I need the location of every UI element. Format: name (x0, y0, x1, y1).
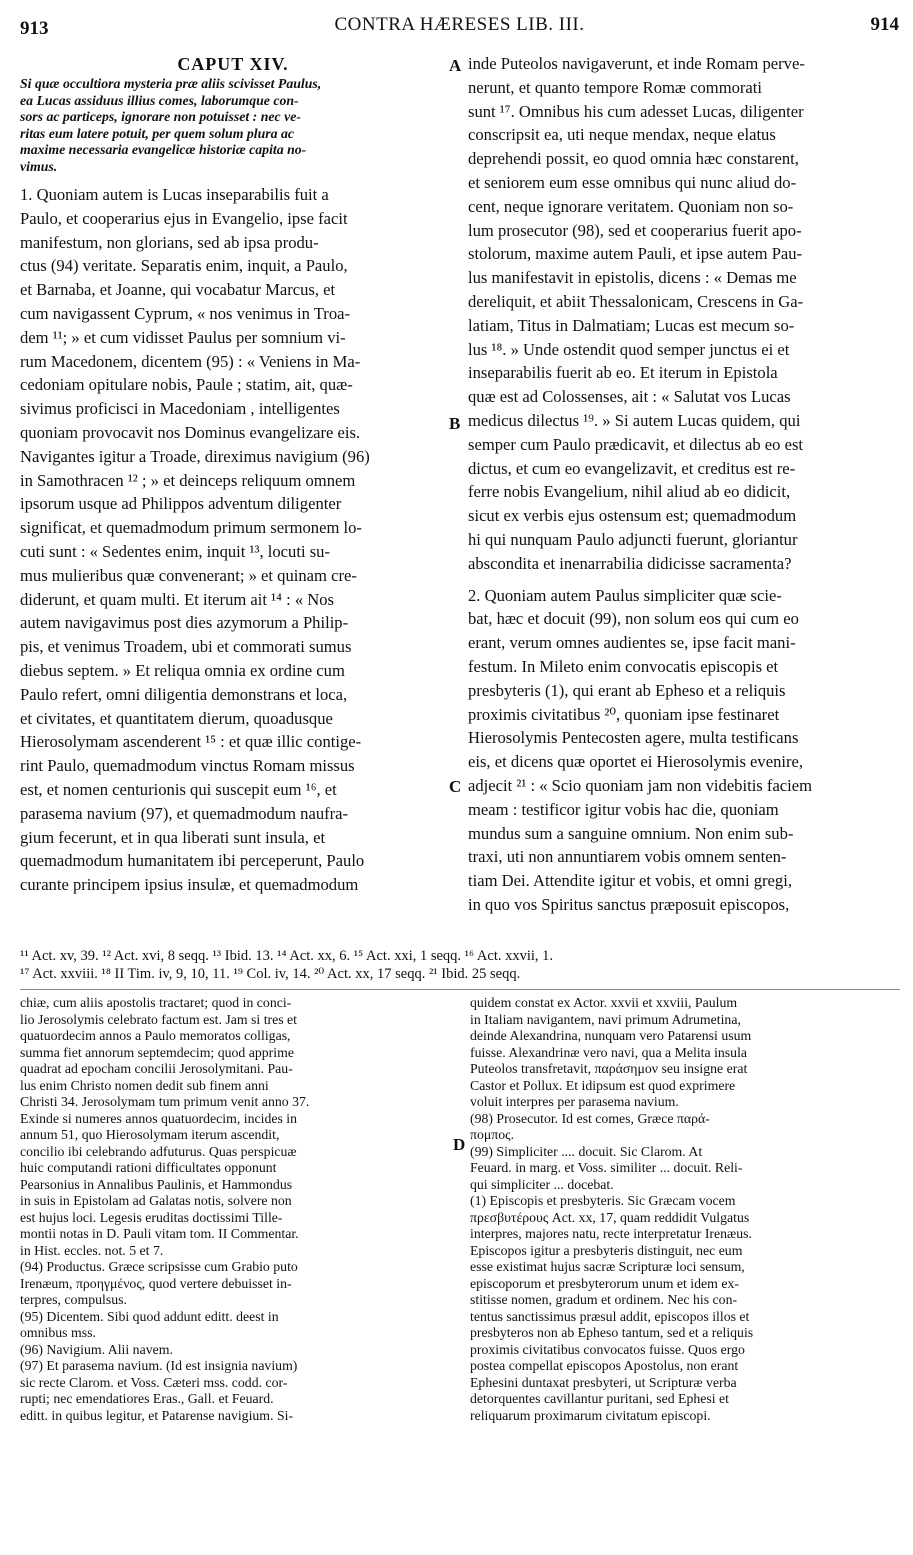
body-line: festum. In Mileto enim convocatis episcopis et (468, 656, 779, 676)
note-line: est hujus loci. Legesis eruditas doctissimi Tille- (20, 1209, 283, 1225)
note-line: rupti; nec emendatiores Eras., Gall. et Feuard. (20, 1391, 274, 1406)
body-line: hi qui nunquam Paulo adjuncti fuerunt, gloriantur (468, 529, 798, 549)
note-line: editt. in quibus legitur, et Patarense navigium. Si- (20, 1407, 294, 1423)
body-line: cedoniam opitulare nobis, Paule ; statim, ait, quæ- (20, 375, 353, 395)
body-line: rint Paulo, quemadmodum vinctus Romam missus (20, 756, 355, 776)
body-line: rum Macedonem, dicentem (95) : « Veniens in Ma- (20, 351, 361, 371)
body-line: deprehendi possit, eo quod omnia hæc constarent, (468, 149, 799, 169)
note-line: Irenæum, προηγμένος, quod vertere debuisset in- (20, 1275, 292, 1291)
running-title: CONTRA HÆRESES LIB. III. (334, 14, 585, 35)
note-line: Ephesini duntaxat presbyteri, ut Scripturæ verba (470, 1374, 737, 1390)
note-line: summa fiet annorum septemdecim; quod apprime (20, 1044, 294, 1060)
body-line: est, et nomen centurionis qui suscepit eum ¹⁶, et (20, 779, 337, 799)
body-line: autem navigavimus post dies azymorum a Philip- (20, 613, 349, 633)
margin-letter-c: C (449, 777, 462, 796)
body-line: significat, et quemadmodum primum sermonem lo- (20, 518, 362, 538)
divider-rule (20, 989, 900, 990)
note-line: sic recte Clarom. et Voss. Cæteri mss. codd. cor- (20, 1374, 288, 1390)
body-line: quemadmodum humanitatem ibi perceperunt, Paulo (20, 851, 365, 871)
chapter-title: CAPUT XIV. (177, 54, 289, 74)
note-line: episcoporum et presbyterorum unum et idem ex- (470, 1275, 739, 1291)
body-line: mundus sum a sanguine omnium. Non enim sub- (468, 823, 794, 843)
summary-line: ea Lucas assiduus illius comes, laborumque con- (20, 92, 299, 108)
note-line: (99) Simpliciter .... docuit. Sic Clarom. At (470, 1143, 703, 1159)
note-line: (95) Dicentem. Sibi quod addunt editt. deest in (20, 1308, 279, 1324)
note-line: lus enim Christo nomen dedit sub finem anni (20, 1077, 269, 1093)
body-line: curante principem ipsius insulæ, et quemadmodum (20, 875, 359, 895)
note-line: stitisse nomen, gradum et ordinem. Nec his con- (470, 1292, 738, 1307)
body-line: latiam, Titus in Dalmatiam; Lucas est mecum so- (468, 315, 795, 335)
body-line: Hierosolymis Pentecosten agere, multa testificans (468, 728, 799, 748)
note-line: Puteolos transfretavit, παράσημον seu insigne erat (470, 1061, 748, 1076)
body-line: ferre nobis Evangelium, nihil aliud ab eo didicit, (468, 482, 791, 502)
body-line: parasema navium (97), et quemadmodum naufra- (20, 803, 349, 823)
note-line: proximis civitatibus convocatos fuisse. Quos ergo (470, 1341, 745, 1357)
body-line: stolorum, maxime autem Pauli, et ipse autem Pau- (468, 244, 803, 264)
note-line: quadrat ad epocham concilii Jerosolymitani. Pau- (20, 1061, 293, 1076)
note-line: omnibus mss. (20, 1325, 96, 1340)
note-line: in Hist. eccles. not. 5 et 7. (20, 1242, 164, 1258)
scripture-references (20, 947, 900, 983)
notes-right-text (470, 995, 895, 1424)
note-line: terpres, compulsus. (20, 1292, 127, 1307)
body-line: ipsorum usque ad Philippos adventum diligenter (20, 494, 342, 514)
body-line: meam : testificor igitur vobis hac die, quoniam (468, 799, 779, 819)
note-line: (96) Navigium. Alii navem. (20, 1341, 173, 1357)
body-line: bat, hæc et docuit (99), non solum eos qui cum eo (468, 609, 799, 629)
body-line: Navigantes igitur a Troade, direximus navigium (96) (20, 446, 370, 466)
body-line: et Barnaba, et Joanne, qui vocabatur Marcus, et (20, 280, 336, 300)
body-line: diderunt, et quam multi. Et iterum ait ¹⁴ : « Nos (20, 589, 335, 609)
right-body-paragraph-1 (468, 52, 893, 576)
notes-left-column (20, 995, 450, 1424)
note-line: tentus sanctissimus præsul addit, episcopos illos et (470, 1308, 750, 1324)
note-line: Episcopos igitur a presbyteris distinguit, nec eum (470, 1242, 743, 1258)
body-line: quæ est ad Colossenses, ait : « Salutat vos Lucas (468, 387, 791, 407)
body-line: traxi, uti non annuntiarem vobis omnem senten- (468, 847, 787, 867)
note-line: interpres, majores natu, recte interpretatur Irenæus. (470, 1226, 752, 1241)
margin-letter-a: A (449, 56, 462, 75)
note-line: Christi 34. Jerosolymam tum primum venit anno 37. (20, 1094, 310, 1109)
note-line: (97) Et parasema navium. (Id est insignia navium) (20, 1358, 298, 1373)
body-line: diebus septem. » Et reliqua omnia ex ordine cum (20, 660, 345, 680)
body-line: dictus, et cum eo evangelizavit, et creditus est re- (468, 458, 796, 478)
body-line: abscondita et inenarrabilia didicisse sacramenta? (468, 553, 792, 573)
page-number-left: 913 (20, 18, 49, 39)
note-line: Feuard. in marg. et Voss. similiter ... docuit. Reli- (470, 1160, 743, 1175)
summary-line: Si quæ occultiora mysteria præ aliis scivisset Paulus, (20, 76, 322, 91)
note-line: in Italiam navigantem, navi primum Adrumetina, (470, 1011, 741, 1027)
body-line: in quo vos Spiritus sanctus præposuit episcopos, (468, 894, 790, 914)
body-line: proximis civitatibus ²⁰, quoniam ipse festinaret (468, 704, 780, 724)
summary-line: vimus. (20, 158, 58, 174)
left-column (20, 52, 446, 897)
body-line: quoniam provocavit nos Dominus evangelizare eis. (20, 422, 361, 442)
note-line: (1) Episcopis et presbyteris. Sic Græcam vocem (470, 1193, 736, 1208)
note-line: annum 51, quo Hierosolymam iterum ascendit, (20, 1127, 280, 1142)
reference-line: ¹⁷ Act. xxviii. ¹⁸ II Tim. iv, 9, 10, 11. ¹⁹ Col. iv, 14. ²⁰ Act. xx, 17 seqq. ²¹ Ibid. 25 seqq. (20, 966, 521, 982)
summary-line: sors ac particeps, ignorare non potuisset : nec ve- (20, 109, 301, 124)
body-line: erant, verum omnes audientes se, ipse facit mani- (468, 633, 796, 653)
note-line: Exinde si numeres annos quatuordecim, incides in (20, 1110, 298, 1126)
body-line: lum prosecutor (98), sed et cooperarius fuerit apo- (468, 220, 802, 240)
note-line: Pearsonius in Annalibus Paulinis, et Hammondus (20, 1176, 293, 1192)
body-line: cum navigassent Cyprum, « nos venimus in Troa- (20, 303, 351, 323)
body-line: cent, neque ignorare veritatem. Quoniam non so- (468, 196, 794, 216)
body-line: sicut ex verbis ejus ostensum est; quemadmodum (468, 506, 797, 526)
body-line: nerunt, et quanto tempore Romæ commorati (468, 77, 763, 97)
note-line: voluit interpres per parasema navium. (470, 1094, 679, 1109)
body-line: sunt ¹⁷. Omnibus his cum adesset Lucas, diligenter (468, 101, 804, 121)
body-line: et civitates, et quantitatem dierum, quoadusque (20, 708, 333, 728)
body-line: eis, et dicens quæ oportet ei Hierosolymis evenire, (468, 752, 804, 772)
note-line: detorquentes cavillantur puritani, sed Ephesi et (470, 1391, 729, 1406)
body-line: conscripsit ea, uti neque mendax, neque elatus (468, 125, 776, 145)
body-line: ctus (94) veritate. Separatis enim, inquit, a Paulo, (20, 256, 348, 276)
body-line: in Samothracen ¹² ; » et deinceps reliquum omnem (20, 470, 356, 490)
body-line: lus manifestavit in epistolis, dicens : « Demas me (468, 268, 797, 288)
right-body-paragraph-2 (468, 584, 893, 917)
note-line: concilio ibi celebrando adfuturus. Quas perspicuæ (20, 1143, 297, 1159)
body-line: 2. Quoniam autem Paulus simpliciter quæ scie- (468, 585, 782, 605)
margin-letter-b: B (449, 414, 461, 433)
body-line: tiam Dei. Attendite igitur et vobis, et omni gregi, (468, 871, 792, 891)
note-line: Castor et Pollux. Et idipsum est quod exprimere (470, 1077, 736, 1093)
note-line: πρεσβυτέρους Act. xx, 17, quam reddidit Vulgatus (470, 1209, 750, 1225)
note-line: esse existimat hujus sacræ Scripturæ loci sensum, (470, 1259, 745, 1274)
body-line: Paulo refert, omni diligentia demonstrans et loca, (20, 684, 348, 704)
note-line: deinde Alexandrina, nunquam vero Patarensi usum (470, 1028, 752, 1043)
note-line: in suis in Epistolam ad Galatas notis, solvere non (20, 1193, 292, 1208)
body-line: dereliquit, et abiit Thessalonicam, Crescens in Ga- (468, 291, 804, 311)
body-line: adjecit ²¹ : « Scio quoniam jam non videbitis faciem (468, 775, 813, 795)
body-line: dem ¹¹; » et cum vidisset Paulus per somnium vi- (20, 327, 346, 347)
body-line: et seniorem eum esse omnibus qui nunc aliud do- (468, 172, 797, 192)
body-line: mus mulieribus quæ convenerant; » et quinam cre- (20, 565, 357, 585)
page-number-right: 914 (870, 14, 899, 35)
note-line: chiæ, cum aliis apostolis tractaret; quod in conci- (20, 995, 292, 1010)
note-line: (94) Productus. Græce scripsisse cum Grabio puto (20, 1259, 298, 1274)
body-line: cuti sunt : « Sedentes enim, inquit ¹³, locuti su- (20, 541, 330, 561)
body-line: sivimus proficisci in Macedoniam , intelligentes (20, 399, 340, 419)
note-line: postea compellat episcopos Apostolus, non erant (470, 1358, 739, 1373)
right-column (468, 52, 893, 917)
note-line: presbyteros non ab Epheso tantum, sed et a reliquis (470, 1325, 754, 1340)
body-line: presbyteris (1), qui erant ab Epheso et a reliquis (468, 680, 786, 700)
notes-left-text (20, 995, 450, 1424)
note-line: πομπος. (470, 1127, 515, 1142)
body-line: 1. Quoniam autem is Lucas inseparabilis fuit a (20, 185, 329, 204)
note-line: qui simpliciter ... docebat. (470, 1176, 614, 1192)
body-line: Hierosolymam ascenderent ¹⁵ : et quæ illic contige- (20, 732, 362, 752)
running-header (20, 14, 899, 44)
body-line: pis, et venimus Troadem, ubi et commorati sumus (20, 637, 352, 657)
note-line: quidem constat ex Actor. xxvii et xxviii, Paulum (470, 995, 738, 1010)
body-line: inde Puteolos navigaverunt, et inde Romam perve- (468, 54, 805, 73)
note-line: quatuordecim annos a Paulo memoratos colligas, (20, 1028, 291, 1043)
notes-right-column (470, 995, 895, 1424)
left-body-text (20, 183, 446, 897)
body-line: lus ¹⁸. » Unde ostendit quod semper junctus ei et (468, 339, 790, 359)
margin-letter-d: D (453, 1135, 466, 1154)
note-line: reliquarum proximarum civitatum episcopi. (470, 1407, 711, 1423)
summary-line: maxime necessaria evangelicæ historiæ capita no- (20, 142, 307, 157)
body-line: semper cum Paulo prædicavit, et dilectus ab eo est (468, 434, 804, 454)
note-line: huic computandi rationi difficultates opponunt (20, 1160, 277, 1175)
body-line: Paulo, et cooperarius ejus in Evangelio, ipse facit (20, 208, 348, 228)
reference-line: ¹¹ Act. xv, 39. ¹² Act. xvi, 8 seqq. ¹³ Ibid. 13. ¹⁴ Act. xx, 6. ¹⁵ Act. xxi, 1 seqq. ¹⁶ Act. xxvii, 1. (20, 948, 554, 964)
chapter-summary (20, 76, 446, 175)
note-line: montii notas in D. Pauli vitam tom. II Commentar. (20, 1226, 299, 1241)
note-line: lio Jerosolymis celebrato factum est. Jam si tres et (20, 1011, 298, 1027)
note-line: fuisse. Alexandrinæ vero navi, qua a Melita insula (470, 1044, 748, 1060)
body-line: gium fecerunt, et in qua liberati sunt insula, et (20, 827, 326, 847)
body-line: inseparabilis fuerit ab eo. Et iterum in Epistola (468, 363, 778, 383)
summary-line: ritas eum latere potuit, per quem solum plura ac (20, 125, 295, 141)
body-line: manifestum, non glorians, sed ab ipsa produ- (20, 232, 319, 252)
note-line: (98) Prosecutor. Id est comes, Græce παρά- (470, 1110, 710, 1126)
body-line: medicus dilectus ¹⁹. » Si autem Lucas quidem, qui (468, 410, 801, 430)
